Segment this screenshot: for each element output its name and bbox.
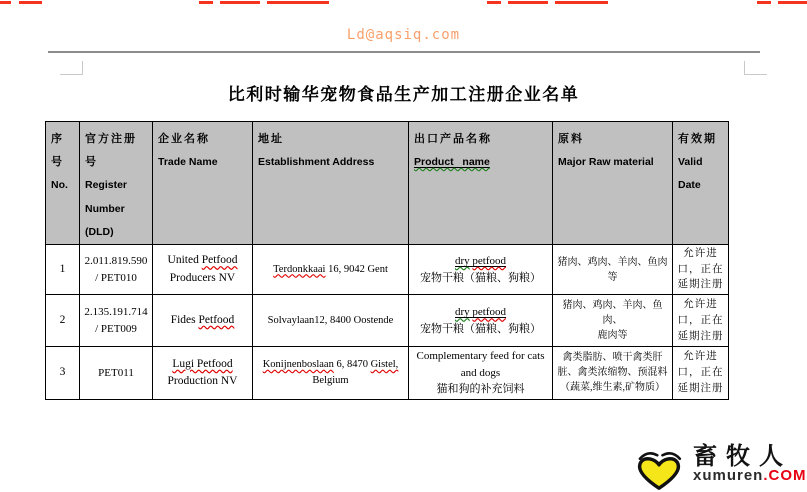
- table-cell: Solvaylaan12, 8400 Oostende: [253, 295, 409, 347]
- table-row: [46, 244, 729, 294]
- table-cell: dry petfood 宠物干粮（猫粮、狗粮）: [409, 244, 553, 294]
- table-row: [46, 295, 729, 347]
- table-cell: Fides Petfood: [153, 295, 253, 347]
- red-crop-dash: [220, 1, 260, 4]
- red-crop-dash: [0, 1, 11, 4]
- table-cell: United Petfood Producers NV: [153, 244, 253, 294]
- crop-mark-left-icon: [60, 61, 83, 75]
- table-header-cell: 有效期 Valid Date: [673, 122, 729, 245]
- red-crop-dash: [487, 1, 501, 4]
- logo-text: [693, 444, 807, 483]
- table-cell: Konijnenboslaan 6, 8470 Gistel, Belgium: [253, 347, 409, 400]
- table-header-cell: 原料 Major Raw material: [553, 122, 673, 245]
- red-crop-dash: [508, 1, 548, 4]
- red-crop-dash: [778, 1, 807, 4]
- table-cell: 3: [46, 347, 80, 400]
- table-cell: 2: [46, 295, 80, 347]
- crop-mark-right-icon: [744, 61, 767, 75]
- table-cell: 猪肉、鸡肉、羊肉、鱼肉 等: [553, 244, 673, 294]
- table-header-cell: 官方注册号 Register Number (DLD): [80, 122, 153, 245]
- table-row: [46, 347, 729, 400]
- table-cell: 猪肉、鸡肉、羊肉、鱼肉、 鹿肉等: [553, 295, 673, 347]
- table-header-cell: 序 号 No.: [46, 122, 80, 245]
- red-crop-dash: [267, 1, 329, 4]
- page-title: 比利时输华宠物食品生产加工注册企业名单: [227, 85, 580, 104]
- table-cell: 2.135.191.714 / PET009: [80, 295, 153, 347]
- table-header-cell: 出口产品名称 Product name: [409, 122, 553, 245]
- email-watermark: Ld@aqsiq.com: [346, 27, 461, 43]
- table-header-cell: 企业名称 Trade Name: [153, 122, 253, 245]
- table-cell: 禽类脂肪、喷干禽类肝 脏、禽类浓缩物、预混料 （蔬菜,维生素,矿物质）: [553, 347, 673, 400]
- logo-title: 畜牧人: [693, 443, 792, 470]
- red-crop-dash: [757, 1, 771, 4]
- red-crop-dash: [199, 1, 213, 4]
- table-cell: PET011: [80, 347, 153, 400]
- table-cell: 允许进 口，正在 延期注册: [673, 295, 729, 347]
- table-cell: 允许进 口，正在 延期注册: [673, 244, 729, 294]
- header-rule: [48, 51, 760, 53]
- table-header-cell: 地址 Establishment Address: [253, 122, 409, 245]
- table-cell: dry petfood 宠物干粮（猫粮、狗粮）: [409, 295, 553, 347]
- table-cell: 1: [46, 244, 80, 294]
- table-cell: 2.011.819.590 / PET010: [80, 244, 153, 294]
- logo-tld: .COM: [763, 467, 807, 485]
- table-cell: 允许进 口，正在 延期注册: [673, 347, 729, 400]
- table-cell: Lugi Petfood Production NV: [153, 347, 253, 400]
- table-cell: Terdonkkaai 16, 9042 Gent: [253, 244, 409, 294]
- registry-table: [45, 121, 729, 400]
- heart-icon: [633, 448, 685, 492]
- logo-domain-name: xumuren: [693, 467, 764, 485]
- site-logo: [633, 444, 807, 492]
- red-crop-dash: [555, 1, 608, 4]
- table-cell: Complementary feed for cats and dogs 猫和狗的补充饲料: [409, 347, 553, 400]
- table-header-row: [46, 122, 729, 245]
- logo-domain: [693, 468, 807, 483]
- red-crop-dash: [19, 1, 42, 4]
